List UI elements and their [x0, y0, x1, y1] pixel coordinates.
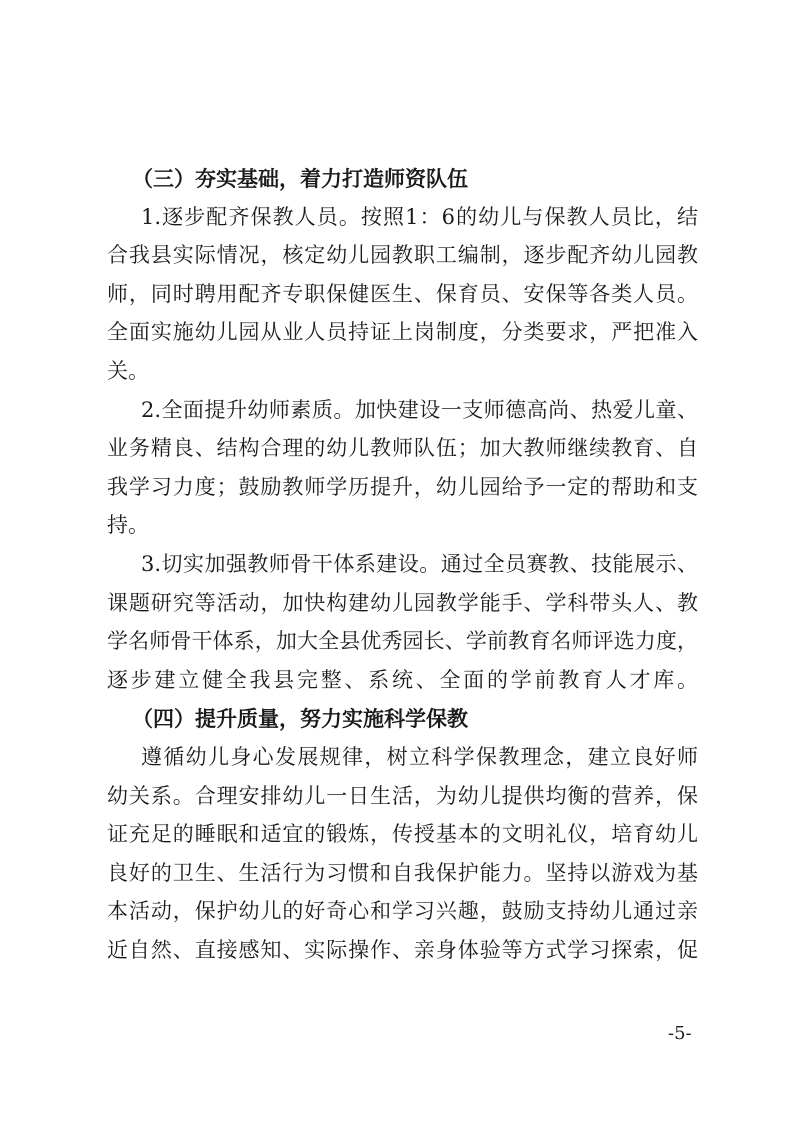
paragraph-line: 学名师骨干体系，加大全县优秀园长、学前教育名师评选力度， — [107, 629, 698, 653]
paragraph-line: 2.全面提升幼师素质。加快建设一支师德高尚、热爱儿童、 — [141, 398, 698, 422]
paragraph-line: 全面实施幼儿园从业人员持证上岗制度，分类要求，严把准入 — [107, 320, 698, 344]
paragraph-line: 关。 — [107, 359, 149, 383]
paragraph-line: 良好的卫生、生活行为习惯和自我保护能力。坚持以游戏为基 — [107, 861, 698, 885]
paragraph-line: 证充足的睡眠和适宜的锻炼，传授基本的文明礼仪，培育幼儿 — [107, 822, 698, 846]
paragraph-line: 遵循幼儿身心发展规律，树立科学保教理念，建立良好师 — [141, 745, 698, 769]
paragraph-line: 1.逐步配齐保教人员。按照1：6的幼儿与保教人员比，结 — [141, 205, 698, 229]
paragraph-line: 合我县实际情况，核定幼儿园教职工编制，逐步配齐幼儿园教 — [107, 243, 698, 267]
paragraph-line: 业务精良、结构合理的幼儿教师队伍；加大教师继续教育、自 — [107, 436, 698, 460]
paragraph-line: 幼关系。合理安排幼儿一日生活，为幼儿提供均衡的营养，保 — [107, 784, 698, 808]
paragraph-line: 师，同时聘用配齐专职保健医生、保育员、安保等各类人员。 — [107, 282, 698, 306]
paragraph-line: 我学习力度；鼓励教师学历提升，幼儿园给予一定的帮助和支 — [107, 475, 698, 499]
section-heading: （三）夯实基础，着力打造师资队伍 — [132, 166, 468, 191]
paragraph-line: 课题研究等活动，加快构建幼儿园教学能手、学科带头人、教 — [107, 591, 698, 615]
paragraph-line: 本活动，保护幼儿的好奇心和学习兴趣，鼓励支持幼儿通过亲 — [107, 899, 698, 923]
paragraph-line: 逐步建立健全我县完整、系统、全面的学前教育人才库。 — [107, 668, 698, 692]
page-number: -5- — [668, 1023, 692, 1044]
paragraph-line: 3.切实加强教师骨干体系建设。通过全员赛教、技能展示、 — [141, 552, 698, 576]
paragraph-line: 持。 — [107, 513, 149, 537]
paragraph-line: 近自然、直接感知、实际操作、亲身体验等方式学习探索，促 — [107, 938, 698, 962]
section-heading: （四）提升质量，努力实施科学保教 — [132, 706, 468, 731]
